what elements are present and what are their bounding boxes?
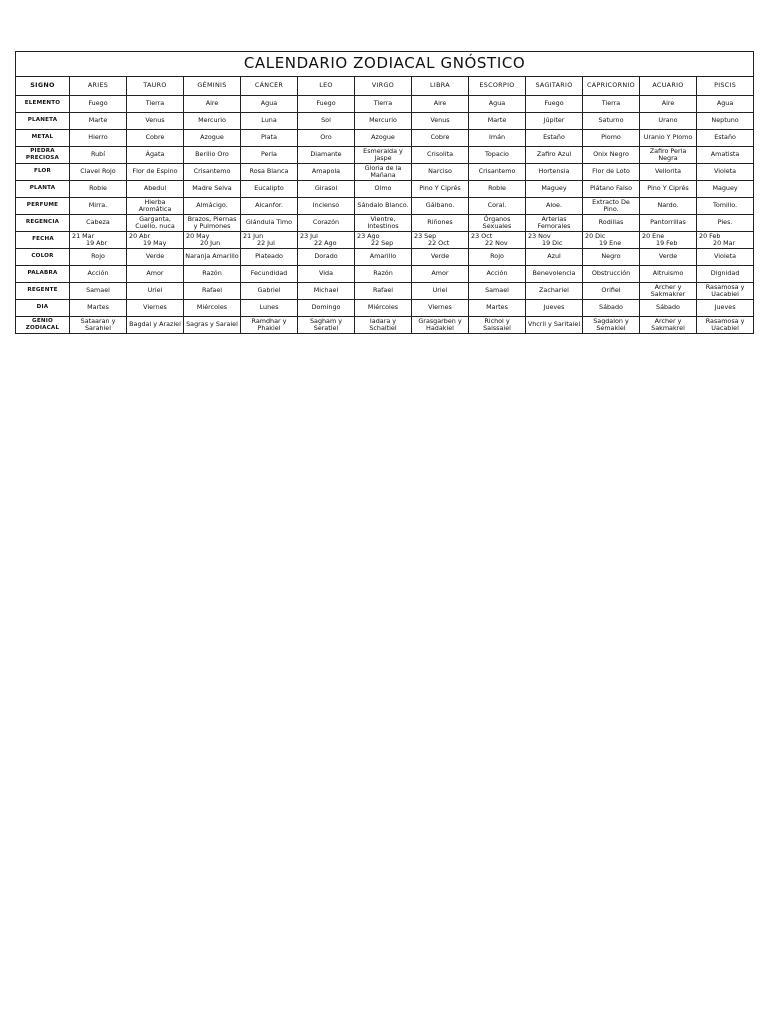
table-cell: Coral.	[469, 198, 526, 215]
table-cell: Abedul	[127, 181, 184, 198]
table-cell: Gabriel	[241, 283, 298, 300]
table-cell: Topacio	[469, 147, 526, 164]
table-cell: Nardo.	[640, 198, 697, 215]
table-cell: Saturno	[583, 113, 640, 130]
table-cell: Altruismo	[640, 266, 697, 283]
table-cell: Estaño	[697, 130, 754, 147]
table-cell: Riñones	[412, 215, 469, 232]
table-cell: Amapola	[298, 164, 355, 181]
table-cell: Verde	[127, 249, 184, 266]
table-cell: Maguey	[697, 181, 754, 198]
attribute-row	[16, 266, 754, 283]
table-cell: Zafiro Perla Negra	[640, 147, 697, 164]
table-cell: Ágata	[127, 147, 184, 164]
table-cell: Rasamosa y Uacabiel	[697, 317, 754, 334]
table-cell: Corazón	[298, 215, 355, 232]
table-cell: Archer y Sakmakrel	[640, 317, 697, 334]
attribute-row	[16, 130, 754, 147]
date-start: 23 Jul	[300, 231, 318, 240]
date-start: 20 Abr	[129, 231, 151, 240]
date-start: 23 Sep	[414, 231, 437, 240]
table-cell: Pantorrillas	[640, 215, 697, 232]
table-cell: Alcanfor.	[241, 198, 298, 215]
table-cell: Acción	[469, 266, 526, 283]
table-cell: Rodillas	[583, 215, 640, 232]
title-row	[16, 52, 754, 77]
table-cell: Hierro	[70, 130, 127, 147]
table-cell: Sagras y Saraiel	[184, 317, 241, 334]
table-cell: Marte	[70, 113, 127, 130]
table-cell: Obstrucción	[583, 266, 640, 283]
table-cell: Jueves	[526, 300, 583, 317]
table-cell: Razón	[184, 266, 241, 283]
table-cell: Vellorita	[640, 164, 697, 181]
date-start: 21 Mar	[72, 231, 95, 240]
table-cell: Agua	[697, 96, 754, 113]
table-cell: Fuego	[526, 96, 583, 113]
table-cell: Ramdhar y Phakiel	[241, 317, 298, 334]
table-cell: Cabeza	[70, 215, 127, 232]
date-start: 20 Dic	[585, 231, 606, 240]
table-cell: Tomillo.	[697, 198, 754, 215]
row-label: PLANETA	[16, 113, 70, 130]
table-cell: Dorado	[298, 249, 355, 266]
table-cell: Iadara y Schaltiel	[355, 317, 412, 334]
table-cell: Brazos, Piernas y Pulmones	[184, 215, 241, 232]
table-cell: Martes	[70, 300, 127, 317]
date-start: 20 Feb	[699, 231, 721, 240]
table-cell: Tierra	[127, 96, 184, 113]
table-cell: Viernes	[127, 300, 184, 317]
table-cell: Eucalipto	[241, 181, 298, 198]
sign-header: LEO	[298, 77, 355, 96]
table-cell: Vida	[298, 266, 355, 283]
sign-header: ACUARIO	[640, 77, 697, 96]
table-cell: Pino Y Ciprés	[640, 181, 697, 198]
table-cell: Viernes	[412, 300, 469, 317]
table-cell: Pies.	[697, 215, 754, 232]
table-cell: Zachariel	[526, 283, 583, 300]
zodiac-calendar-table	[15, 51, 754, 334]
table-cell: Agua	[469, 96, 526, 113]
table-cell: Sataaran y Sarahiel	[70, 317, 127, 334]
date-cell	[184, 232, 241, 249]
table-cell: Michael	[298, 283, 355, 300]
table-cell: Sol	[298, 113, 355, 130]
date-cell	[412, 232, 469, 249]
table-cell: Aire	[184, 96, 241, 113]
table-cell: Perla	[241, 147, 298, 164]
table-cell: Amor	[412, 266, 469, 283]
table-cell: Naranja Amarillo	[184, 249, 241, 266]
table-cell: Diamante	[298, 147, 355, 164]
date-start: 20 May	[186, 231, 210, 240]
table-cell: Plátano Falso	[583, 181, 640, 198]
table-cell: Gloria de la Mañana	[355, 164, 412, 181]
row-label: METAL	[16, 130, 70, 147]
sign-header: PISCIS	[697, 77, 754, 96]
row-label: PIEDRA PRECIOSA	[16, 147, 70, 164]
row-label: REGENCIA	[16, 215, 70, 232]
date-end: 19 Ene	[599, 239, 622, 247]
table-cell: Orifiel	[583, 283, 640, 300]
table-cell: Pino Y Ciprés	[412, 181, 469, 198]
table-cell: Crisantemo	[469, 164, 526, 181]
table-cell: Olmo	[355, 181, 412, 198]
sign-header: CÁNCER	[241, 77, 298, 96]
table-cell: Azogue	[355, 130, 412, 147]
table-cell: Uriel	[412, 283, 469, 300]
table-cell: Samael	[70, 283, 127, 300]
table-cell: Amarillo	[355, 249, 412, 266]
table-cell: Vhcril y Saritaiel	[526, 317, 583, 334]
row-label: PERFUME	[16, 198, 70, 215]
table-cell: Sándalo Blanco.	[355, 198, 412, 215]
table-cell: Sábado	[583, 300, 640, 317]
table-cell: Gálbano.	[412, 198, 469, 215]
table-cell: Órganos Sexuales	[469, 215, 526, 232]
date-end: 20 Jun	[200, 239, 221, 247]
table-cell: Domingo	[298, 300, 355, 317]
table-cell: Flor de Espino	[127, 164, 184, 181]
attribute-row	[16, 147, 754, 164]
table-cell: Arterias Femorales	[526, 215, 583, 232]
table-cell: Onix Negro	[583, 147, 640, 164]
table-cell: Rafael	[184, 283, 241, 300]
attribute-row	[16, 164, 754, 181]
date-start: 20 Ene	[642, 231, 665, 240]
table-cell: Aire	[412, 96, 469, 113]
table-cell: Flor de Loto	[583, 164, 640, 181]
table-cell: Júpiter	[526, 113, 583, 130]
table-cell: Mercurio	[184, 113, 241, 130]
table-cell: Fuego	[298, 96, 355, 113]
table-cell: Madre Selva	[184, 181, 241, 198]
table-cell: Glándula Timo	[241, 215, 298, 232]
table-cell: Violeta	[697, 164, 754, 181]
table-cell: Rubí	[70, 147, 127, 164]
row-label: REGENTE	[16, 283, 70, 300]
table-cell: Verde	[640, 249, 697, 266]
date-cell	[127, 232, 184, 249]
table-cell: Rosa Blanca	[241, 164, 298, 181]
table-cell: Azogue	[184, 130, 241, 147]
date-end: 20 Mar	[713, 239, 736, 247]
table-cell: Cobre	[412, 130, 469, 147]
table-cell: Urano	[640, 113, 697, 130]
fecha-row	[16, 232, 754, 249]
attribute-row	[16, 249, 754, 266]
attribute-row	[16, 300, 754, 317]
date-cell	[355, 232, 412, 249]
attribute-row	[16, 113, 754, 130]
table-cell: Razón	[355, 266, 412, 283]
table-cell: Martes	[469, 300, 526, 317]
table-cell: Luna	[241, 113, 298, 130]
table-cell: Benevolencia	[526, 266, 583, 283]
table-cell: Roble	[469, 181, 526, 198]
table-cell: Almácigo.	[184, 198, 241, 215]
sign-header: ESCORPIO	[469, 77, 526, 96]
table-cell: Miércoles	[355, 300, 412, 317]
table-cell: Agua	[241, 96, 298, 113]
sign-header: TAURO	[127, 77, 184, 96]
table-cell: Girasol	[298, 181, 355, 198]
table-cell: Rasamosa y Uacabiel	[697, 283, 754, 300]
attribute-row	[16, 283, 754, 300]
table-cell: Roble	[70, 181, 127, 198]
table-cell: Hortensia	[526, 164, 583, 181]
date-end: 22 Nov	[485, 239, 508, 247]
date-start: 23 Ago	[357, 231, 380, 240]
table-cell: Negro	[583, 249, 640, 266]
row-label: GENIO ZODIACAL	[16, 317, 70, 334]
date-cell	[241, 232, 298, 249]
date-cell	[469, 232, 526, 249]
table-cell: Venus	[412, 113, 469, 130]
table-cell: Sagdalon y Semakiel	[583, 317, 640, 334]
date-start: 21 Jun	[243, 231, 264, 240]
table-cell: Extracto De Pino.	[583, 198, 640, 215]
corner-label: SIGNO	[16, 77, 70, 96]
table-cell: Bagdal y Araziel	[127, 317, 184, 334]
table-cell: Mirra.	[70, 198, 127, 215]
row-label: ELEMENTO	[16, 96, 70, 113]
table-cell: Oro	[298, 130, 355, 147]
table-cell: Violeta	[697, 249, 754, 266]
table-cell: Sagham y Seratiel	[298, 317, 355, 334]
table-cell: Aloe.	[526, 198, 583, 215]
attribute-row	[16, 181, 754, 198]
table-title: CALENDARIO ZODIACAL GNÓSTICO	[16, 52, 754, 77]
date-start: 23 Nov	[528, 231, 551, 240]
table-cell: Cobre	[127, 130, 184, 147]
table-cell: Sábado	[640, 300, 697, 317]
table-cell: Fuego	[70, 96, 127, 113]
date-end: 19 May	[143, 239, 167, 247]
row-label: FLOR	[16, 164, 70, 181]
table-cell: Richol y Saissaiel	[469, 317, 526, 334]
row-label: DIA	[16, 300, 70, 317]
table-cell: Uranio Y Plomo	[640, 130, 697, 147]
table-cell: Fecundidad	[241, 266, 298, 283]
date-end: 22 Sep	[371, 239, 394, 247]
date-cell	[697, 232, 754, 249]
table-cell: Plata	[241, 130, 298, 147]
date-cell	[70, 232, 127, 249]
table-cell: Zafiro Azul	[526, 147, 583, 164]
table-cell: Amor	[127, 266, 184, 283]
date-end: 22 Ago	[314, 239, 337, 247]
sign-header: ARIES	[70, 77, 127, 96]
table-cell: Narciso	[412, 164, 469, 181]
sign-header: VIRGO	[355, 77, 412, 96]
date-end: 19 Feb	[656, 239, 678, 247]
date-cell	[640, 232, 697, 249]
table-cell: Neptuno	[697, 113, 754, 130]
table-cell: Venus	[127, 113, 184, 130]
table-cell: Imán	[469, 130, 526, 147]
sign-header: CAPRICORNIO	[583, 77, 640, 96]
table-cell: Hierba Aromática	[127, 198, 184, 215]
table-cell: Tierra	[583, 96, 640, 113]
table-cell: Plateado	[241, 249, 298, 266]
sign-header: SAGITARIO	[526, 77, 583, 96]
date-end: 22 Jul	[257, 239, 275, 247]
table-cell: Rafael	[355, 283, 412, 300]
date-end: 22 Oct	[428, 239, 450, 247]
row-label: PALABRA	[16, 266, 70, 283]
date-end: 19 Abr	[86, 239, 108, 247]
sign-header: LIBRA	[412, 77, 469, 96]
date-cell	[583, 232, 640, 249]
date-cell	[526, 232, 583, 249]
table-cell: Esmeralda y Jaspe	[355, 147, 412, 164]
table-cell: Miércoles	[184, 300, 241, 317]
table-cell: Crisantemo	[184, 164, 241, 181]
table-cell: Acción	[70, 266, 127, 283]
date-cell	[298, 232, 355, 249]
table-cell: Vientre, Intestinos	[355, 215, 412, 232]
table-cell: Amatista	[697, 147, 754, 164]
table-cell: Azul	[526, 249, 583, 266]
table-cell: Rojo	[469, 249, 526, 266]
table-cell: Lunes	[241, 300, 298, 317]
table-cell: Grasgarben y Hadakiel	[412, 317, 469, 334]
table-cell: Berilio Oro	[184, 147, 241, 164]
table-cell: Tierra	[355, 96, 412, 113]
row-label: PLANTA	[16, 181, 70, 198]
table-cell: Jueves	[697, 300, 754, 317]
table-cell: Crisolita	[412, 147, 469, 164]
sign-header: GÉMINIS	[184, 77, 241, 96]
table-cell: Aire	[640, 96, 697, 113]
date-end: 19 Dic	[542, 239, 563, 247]
row-label: FECHA	[16, 232, 70, 249]
attribute-row	[16, 215, 754, 232]
table-cell: Garganta, Cuello, nuca	[127, 215, 184, 232]
attribute-row	[16, 198, 754, 215]
date-start: 23 Oct	[471, 231, 493, 240]
table-cell: Verde	[412, 249, 469, 266]
table-cell: Mercurio	[355, 113, 412, 130]
table-cell: Marte	[469, 113, 526, 130]
table-cell: Estaño	[526, 130, 583, 147]
attribute-row	[16, 96, 754, 113]
table-cell: Archer y Sakmakrer	[640, 283, 697, 300]
row-label: COLOR	[16, 249, 70, 266]
table-cell: Plomo	[583, 130, 640, 147]
table-cell: Dignidad	[697, 266, 754, 283]
table-cell: Maguey	[526, 181, 583, 198]
table-cell: Uriel	[127, 283, 184, 300]
attribute-row	[16, 317, 754, 334]
table-cell: Incienso	[298, 198, 355, 215]
table-cell: Samael	[469, 283, 526, 300]
header-row	[16, 77, 754, 96]
table-cell: Clavel Rojo	[70, 164, 127, 181]
table-cell: Rojo	[70, 249, 127, 266]
